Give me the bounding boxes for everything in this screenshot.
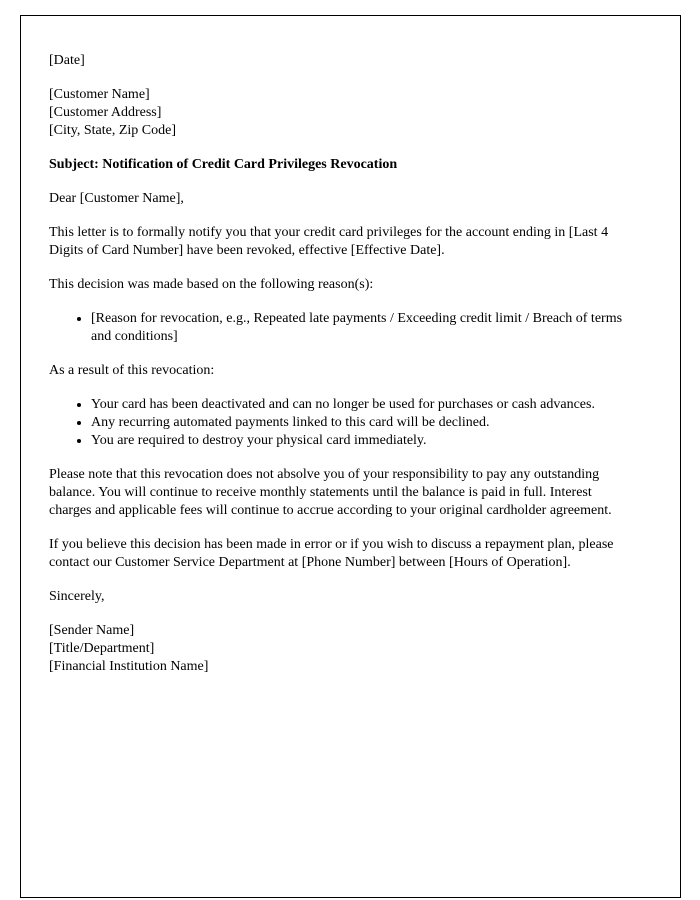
closing-line: Sincerely, xyxy=(49,589,105,604)
signature-block xyxy=(49,622,632,676)
reason-bullet-item: • [Reason for revocation, e.g., Repeated late payments / Exceeding credit limit / Breach of terms and conditions] xyxy=(91,310,632,346)
date-line: [Date] xyxy=(49,53,85,68)
result-bullet-item: • Your card has been deactivated and can no longer be used for purchases or cash advances. xyxy=(91,396,632,414)
sender-name: [Sender Name] xyxy=(49,623,135,638)
salutation: Dear [Customer Name], xyxy=(49,191,184,206)
balance-paragraph: Please note that this revocation does not absolve you of your responsibility to pay any outstanding balance. You will continue to receive monthly statements until the balance is paid in full. Interest charges and applicable fees will continue to accrue according to your original cardholder agreement. xyxy=(49,467,612,518)
recipient-address-block xyxy=(49,86,632,140)
reason-intro-paragraph: This decision was made based on the following reason(s): xyxy=(49,277,374,292)
recipient-address: [Customer Address] xyxy=(49,105,162,120)
result-bullet-item: • You are required to destroy your physical card immediately. xyxy=(91,432,632,450)
contact-paragraph: If you believe this decision has been made in error or if you wish to discuss a repayment plan, please contact our Customer Service Department at [Phone Number] between [Hours of Operation]. xyxy=(49,537,614,570)
subject-line: Subject: Notification of Credit Card Privileges Revocation xyxy=(49,157,398,172)
recipient-city-state-zip: [City, State, Zip Code] xyxy=(49,123,177,138)
reason-bullet-list xyxy=(49,310,632,346)
intro-paragraph: This letter is to formally notify you that your credit card privileges for the account ending in [Last 4 Digits of Card Number] have been revoked, effective [Effective Date]. xyxy=(49,225,609,258)
letter-body xyxy=(49,52,632,676)
sender-institution: [Financial Institution Name] xyxy=(49,659,209,674)
result-bullet-item: • Any recurring automated payments linked to this card will be declined. xyxy=(91,414,632,432)
result-bullet-list xyxy=(49,396,632,450)
sender-title: [Title/Department] xyxy=(49,641,155,656)
result-intro-paragraph: As a result of this revocation: xyxy=(49,363,215,378)
letter-page xyxy=(20,15,681,898)
recipient-name: [Customer Name] xyxy=(49,87,150,102)
